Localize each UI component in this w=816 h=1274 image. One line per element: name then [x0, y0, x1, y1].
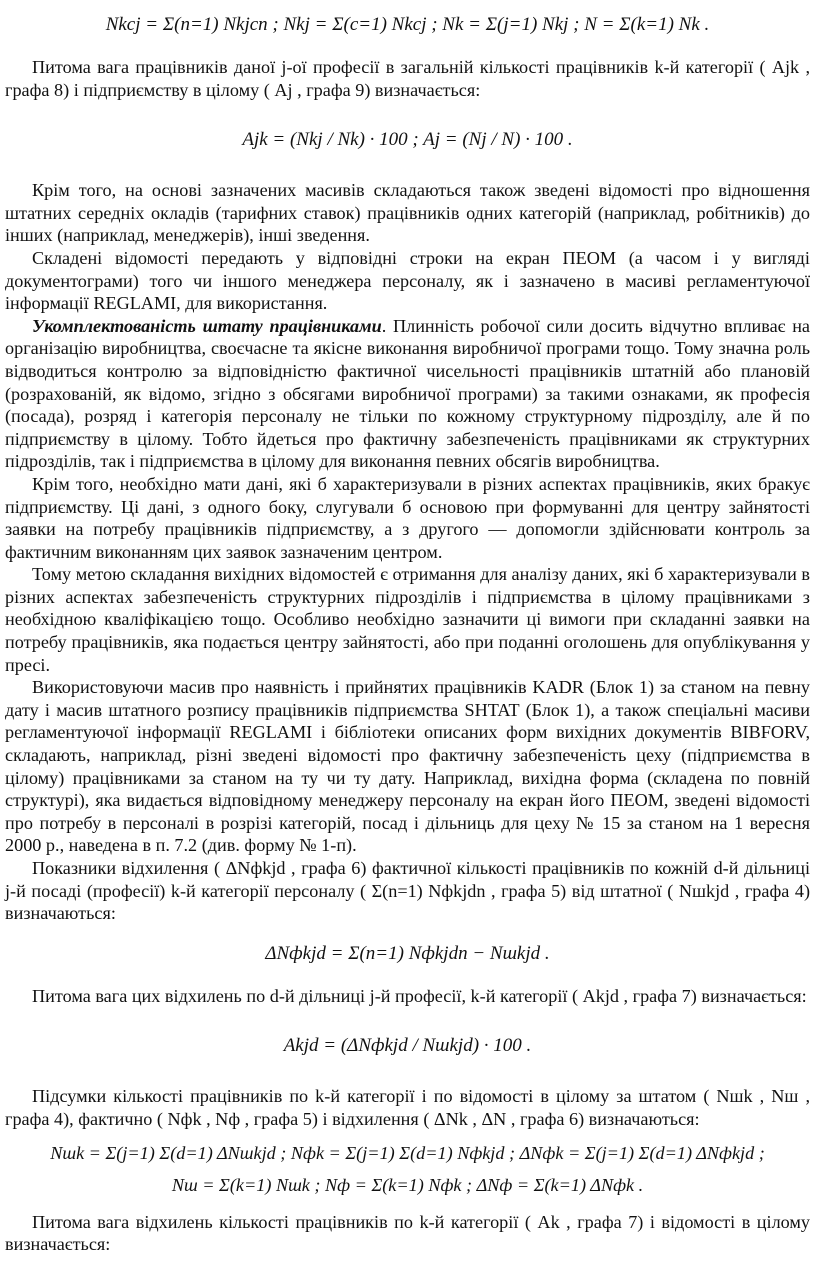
paragraph-deviation-share: Питома вага цих відхилень по d-й дільниці j-й професії, k-й категорії ( Akjd , графа 7) визначається:	[32, 985, 807, 1006]
paragraph-output-purpose: Тому метою складання вихідних відомостей є отримання для аналізу даних, які б характеризували в різних аспектах забезпеченість структурних підрозділів і підприємства в цілому працівниками з необхідною кваліфікацією тощо. Особливо необхідно зазначити ці вимоги при складанні заявки на потребу працівників, яка подається центру зайнятості, або при поданні оголошень для опублікування у пресі.	[5, 564, 810, 675]
formula-totals-overall: Nш = Σ(k=1) Nшk ; Nф = Σ(k=1) Nфk ; ΔNф = Σ(k=1) ΔNфk .	[171, 1174, 644, 1195]
paragraph-missing-workers: Крім того, необхідно мати дані, які б характеризували в різних аспектах працівників, яких бракує підприємству. Ці дані, з одного боку, слугували б основою при формуванні для центру зайнятості заявки на потребу працівників підприємству, а з другого — допомогли здійснювати контроль за фактичним виконанням цих заявок зазначеним центром.	[5, 473, 810, 562]
section-heading-staffing: Укомплектованість штату працівниками	[32, 315, 382, 336]
formula-category-totals: Nkcj = Σ(n=1) Nkjcn ; Nkj = Σ(c=1) Nkcj ; Nk = Σ(j=1) Nkj ; N = Σ(k=1) Nk .	[105, 14, 710, 35]
formula-deviation-share: Akjd = (ΔNфkjd / Nшkjd) · 100 .	[283, 1035, 532, 1057]
paragraph-reports-delivery: Складені відомості передають у відповідні строки на екран ПЕОМ (а часом і у вигляді документограми) того чи іншого менеджера персоналу, як і зазначено в масиві регламентуючої інформації REGLAMI, для використання.	[5, 247, 810, 314]
paragraph-staffing-completeness	[5, 315, 810, 473]
paragraph-deviation-indicators: Показники відхилення ( ΔNфkjd , графа 6) фактичної кількості працівників по кожній d-й дільниці j-й посаді (професії) k-й категорії персоналу ( Σ(n=1) Nфkjdn , графа 5) від штатної ( Nшkjd , графа 4) визначаються:	[5, 858, 810, 924]
paragraph-summary-reports: Крім того, на основі зазначених масивів складаються також зведені відомості про відношення штатних середніх окладів (тарифних ставок) працівників одних категорій (наприклад, робітників) до інших (наприклад, менеджерів), інші зведення.	[5, 180, 810, 246]
paragraph-category-deviation-share: Питома вага відхилень кількості працівників по k-й категорії ( Ak , графа 7) і відомості в цілому визначається:	[5, 1211, 810, 1255]
formula-totals-category: Nшk = Σ(j=1) Σ(d=1) ΔNшkjd ; Nфk = Σ(j=1) Σ(d=1) Nфkjd ; ΔNфk = Σ(j=1) Σ(d=1) ΔNфkjd ;	[50, 1142, 765, 1163]
formula-deviation: ΔNфkjd = Σ(n=1) Nфkjdn − Nшkjd .	[265, 942, 550, 964]
paragraph-share-definition: Питома вага працівників даної j-ої професії в загальній кількості працівників k-й категорії ( Ajk , графа 8) і підприємству в цілому ( Aj , графа 9) визначається:	[5, 57, 810, 100]
paragraph-arrays-usage: Використовуючи масив про наявність і прийнятих працівників KADR (Блок 1) за станом на певну дату і масив штатного розпису працівників підприємства SHTAT (Блок 1), а також спеціальні масиви регламентуючої інформації REGLAMI і бібліотеки описаних форм вихідних документів BIBFORV, складають, наприклад, різні зведені відомості про фактичну забезпеченість цеху (підприємства в цілому) працівниками за станом на ту чи ту дату. Наприклад, вихідна форма (складена по повній структурі), яка видається відповідному менеджеру персоналу на екран його ПЕОМ, зведені відомості про потребу в персоналі в розрізі категорій, посад і дільниць для цеху № 15 за станом на 1 вересня 2000 р., наведена в п. 7.2 (див. форму № 1-п).	[5, 677, 810, 856]
paragraph-staffing-text: . Плинність робочої сили досить відчутно впливає на організацію виробництва, своєчасне та якісне виконання виробничої програми тощо. Тому значна роль відводиться контролю за відповідністю фактичної чисельності працівників штатній або плановій (розрахованій, як відомо, згідно з обсягами виробничої програми) за такими ознаками, як професія (посада), розряд і категорія персоналу не тільки по кожному структурному підрозділу, але й по підприємству в цілому. Тобто йдеться про фактичну забезпеченість працівниками як структурних підрозділів, так і підприємства в цілому для виконання певних обсягів виробництва.	[5, 315, 811, 472]
formula-share: Ajk = (Nkj / Nk) · 100 ; Aj = (Nj / N) · 100 .	[242, 129, 573, 151]
paragraph-totals: Підсумки кількості працівників по k-й категорії і по відомості в цілому за штатом ( Nшk , Nш , графа 4), фактично ( Nфk , Nф , графа 5) і відхилення ( ΔNk , ΔN , графа 6) визначаються:	[5, 1086, 810, 1129]
formula-totals-block	[5, 1137, 810, 1201]
